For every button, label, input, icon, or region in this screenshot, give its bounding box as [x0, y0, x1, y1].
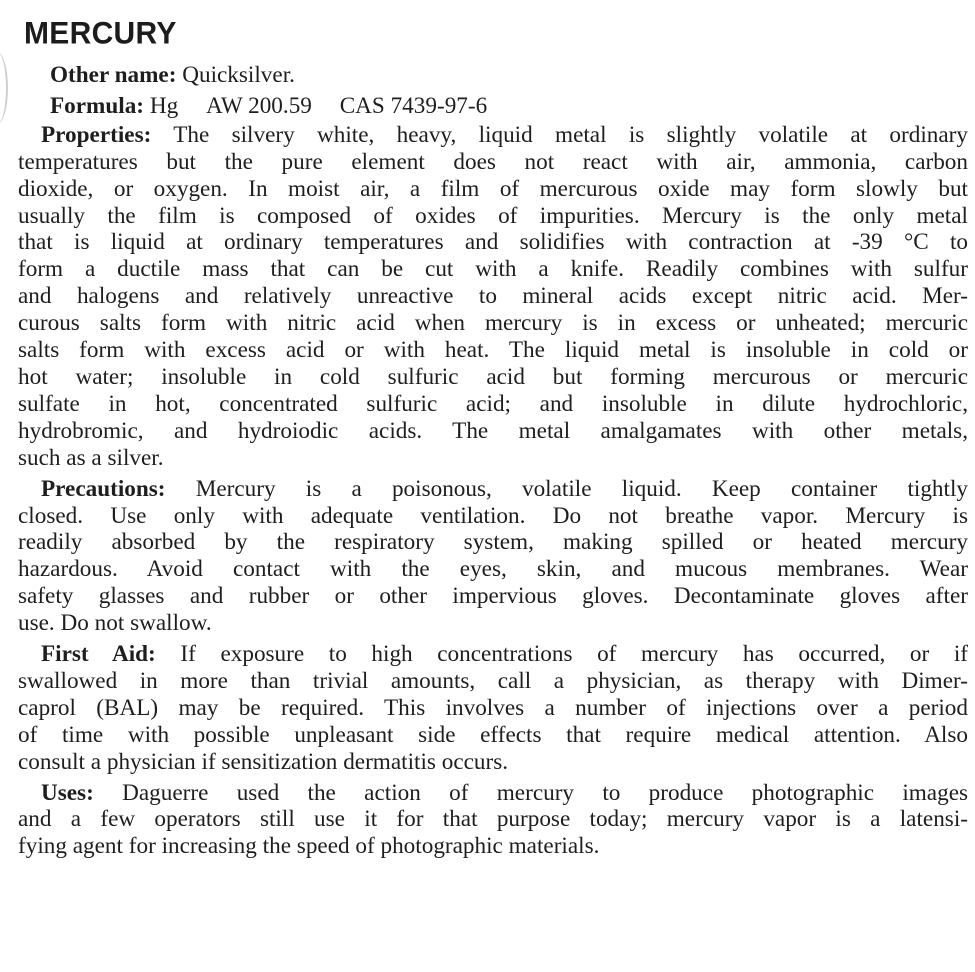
- line-text: Mercury is a poisonous, volatile liquid. Keep container tightly: [195, 475, 969, 502]
- text-line: [18, 476, 968, 503]
- text-line: [18, 176, 968, 203]
- formula-label: Formula:: [50, 92, 145, 119]
- line-text: closed. Use only with adequate ventilation. Do not breathe vapor. Mercury is: [18, 502, 968, 529]
- line-text: sulfate in hot, concentrated sulfuric acid; and insoluble in dilute hydrochloric,: [18, 390, 968, 417]
- text-line: [18, 418, 968, 445]
- text-line: [18, 364, 968, 391]
- text-line: [18, 722, 968, 749]
- other-name-line: [18, 62, 968, 89]
- section-label: Uses:: [41, 779, 94, 806]
- text-line: [18, 529, 968, 556]
- section-label: Precautions:: [41, 475, 166, 502]
- text-line: [18, 641, 968, 668]
- text-line: [18, 256, 968, 283]
- other-name-value: Quicksilver.: [182, 62, 295, 88]
- text-line: [18, 780, 968, 807]
- text-line: [18, 310, 968, 337]
- line-text: hot water; insoluble in cold sulfuric acid but forming mercurous or mercuric: [18, 363, 968, 390]
- text-line: [18, 749, 968, 776]
- line-text: The silvery white, heavy, liquid metal is slightly volatile at ordinary: [173, 121, 968, 148]
- formula-line: [18, 93, 968, 120]
- section-label: First Aid:: [41, 641, 156, 668]
- line-text: hazardous. Avoid contact with the eyes, skin, and mucous membranes. Wear: [18, 556, 968, 583]
- text-line: [18, 283, 968, 310]
- text-line: [18, 695, 968, 722]
- entry-title: MERCURY: [24, 16, 177, 51]
- line-text: salts form with excess acid or with heat. The liquid metal is insoluble in cold or: [18, 337, 968, 364]
- text-line: [18, 583, 968, 610]
- cas-number: CAS 7439-97-6: [339, 92, 488, 119]
- text-line: [18, 391, 968, 418]
- text-line: [18, 668, 968, 695]
- text-line: [18, 203, 968, 230]
- page-edge-shadow: [0, 52, 8, 124]
- document-body: [18, 62, 968, 864]
- text-line: [18, 445, 968, 472]
- text-line: [18, 556, 968, 583]
- section-uses: [18, 780, 968, 861]
- text-line: [18, 149, 968, 176]
- section-label: Properties:: [41, 121, 152, 148]
- text-line: [18, 503, 968, 530]
- line-text: and a few operators still use it for that purpose today; mercury vapor is a latensi-: [18, 806, 968, 833]
- line-text: readily absorbed by the respiratory system, making spilled or heated mercury: [18, 529, 968, 556]
- line-text: such as a silver.: [18, 444, 164, 471]
- line-text: consult a physician if sensitization dermatitis occurs.: [18, 748, 509, 775]
- line-text: and halogens and relatively unreactive to mineral acids except nitric acid. Mer-: [18, 283, 968, 310]
- line-text: caprol (BAL) may be required. This involves a number of injections over a period: [18, 694, 968, 721]
- line-text: curous salts form with nitric acid when mercury is in excess or unheated; mercuric: [18, 310, 968, 337]
- section-first-aid: [18, 641, 968, 776]
- line-text: fying agent for increasing the speed of photographic materials.: [18, 833, 600, 860]
- line-text: safety glasses and rubber or other impervious gloves. Decontaminate gloves after: [18, 583, 968, 610]
- text-line: [18, 833, 968, 860]
- line-text: dioxide, or oxygen. In moist air, a film of mercurous oxide may form slowly but: [18, 175, 968, 202]
- line-text: that is liquid at ordinary temperatures and solidifies with contraction at -39 °C to: [18, 229, 968, 256]
- line-text: usually the film is composed of oxides of impurities. Mercury is the only metal: [18, 202, 968, 229]
- line-text: temperatures but the pure element does not react with air, ammonia, carbon: [18, 148, 968, 175]
- text-line: [18, 610, 968, 637]
- formula-symbol: Hg: [149, 92, 179, 119]
- line-text: form a ductile mass that can be cut with a knife. Readily combines with sulfur: [18, 256, 968, 283]
- text-line: [18, 337, 968, 364]
- line-text: If exposure to high concentrations of mercury has occurred, or if: [180, 641, 969, 668]
- line-text: use. Do not swallow.: [18, 610, 212, 637]
- text-line: [18, 229, 968, 256]
- line-text: of time with possible unpleasant side effects that require medical attention. Also: [18, 721, 968, 748]
- atomic-weight: AW 200.59: [205, 92, 312, 119]
- text-line: [18, 122, 968, 149]
- line-text: hydrobromic, and hydroiodic acids. The metal amalgamates with other metals,: [18, 417, 968, 444]
- section-precautions: [18, 476, 968, 637]
- line-text: swallowed in more than trivial amounts, call a physician, as therapy with Dimer-: [18, 667, 968, 694]
- section-properties: [18, 122, 968, 472]
- text-line: [18, 806, 968, 833]
- line-text: Daguerre used the action of mercury to produce photographic images: [122, 779, 969, 806]
- other-name-label: Other name:: [50, 62, 177, 88]
